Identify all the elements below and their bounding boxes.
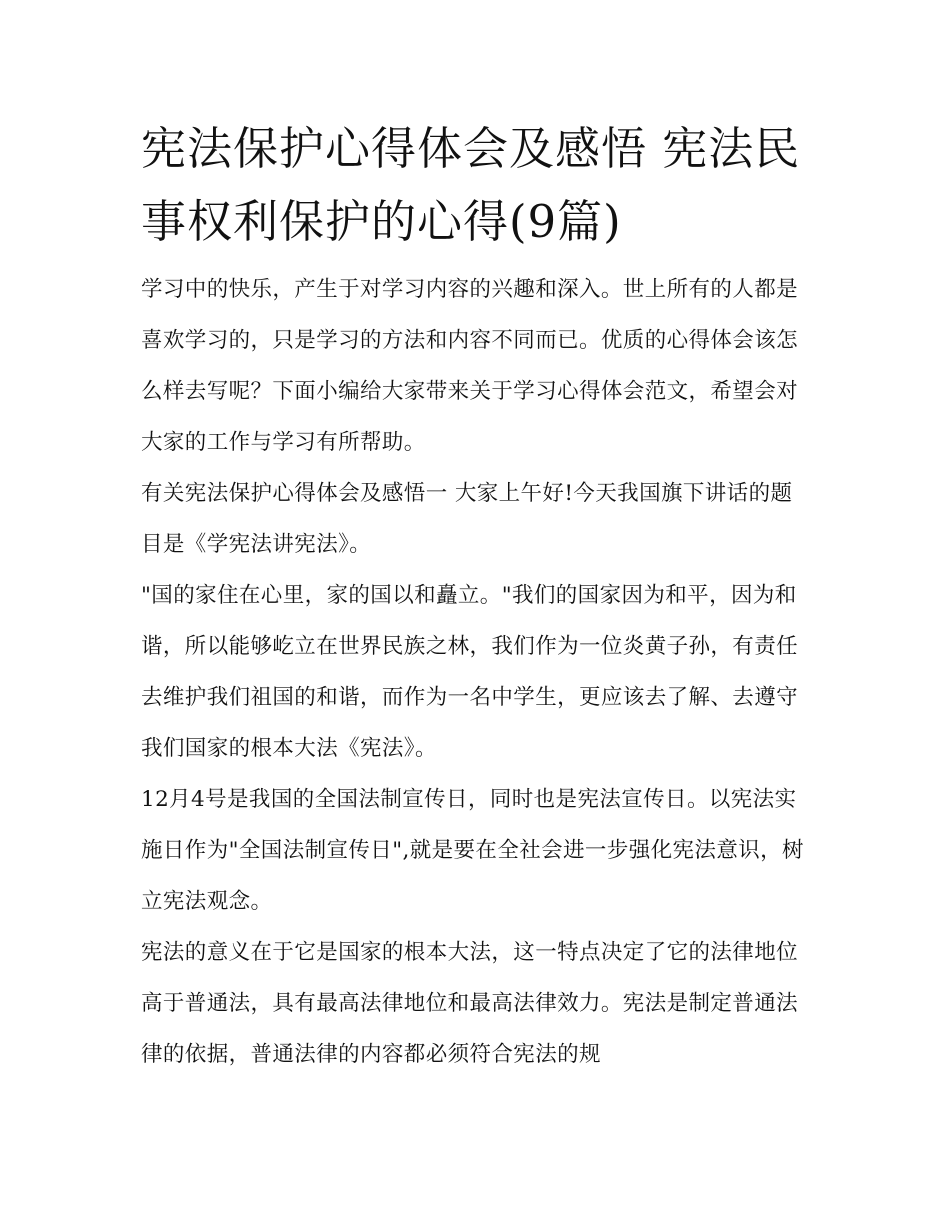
paragraph-intro: 学习中的快乐，产生于对学习内容的兴趣和深入。世上所有的人都是喜欢学习的，只是学习的方法和内容不同而已。优质的心得体会该怎么样去写呢？下面小编给大家带来关于学习心得体会范文，希望会对大家的工作与学习有所帮助。 — [141, 277, 799, 455]
paragraph-dec4: 12月4号是我国的全国法制宣传日，同时也是宪法宣传日。以宪法实施日作为"全国法制宣传日",就是要在全社会进一步强化宪法意识，树立宪法观念。 — [141, 787, 804, 914]
document-title: 宪法保护心得体会及感悟 宪法民事权利保护的心得(9篇) — [141, 122, 801, 248]
paragraph-quote: "国的家住在心里，家的国以和矗立。"我们的国家因为和平，因为和谐，所以能够屹立在世界民族之林，我们作为一位炎黄子孙，有责任去维护我们祖国的和谐，而作为一名中学生，更应该去了解、去遵守我们国家的根本大法《宪法》。 — [141, 583, 799, 761]
paragraph-greeting: 有关宪法保护心得体会及感悟一 大家上午好!今天我国旗下讲话的题目是《学宪法讲宪法》。 — [141, 481, 793, 557]
document-body — [141, 112, 811, 1080]
paragraph-meaning: 宪法的意义在于它是国家的根本大法，这一特点决定了它的法律地位高于普通法，具有最高法律地位和最高法律效力。宪法是制定普通法律的依据，普通法律的内容都必须符合宪法的规 — [141, 940, 799, 1067]
